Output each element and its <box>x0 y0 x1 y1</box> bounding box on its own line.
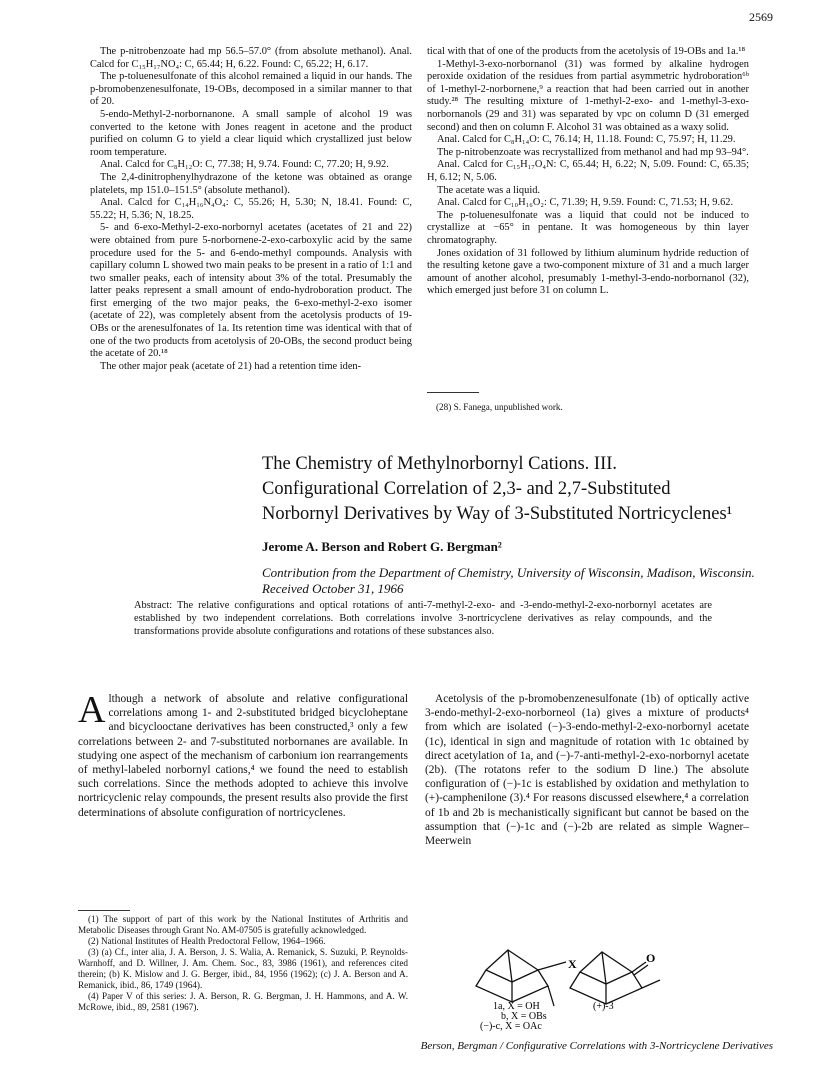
compound-label: 1a, X = OH <box>493 1001 540 1012</box>
right-column-top <box>427 46 749 298</box>
compound-label: (−)-c, X = OAc <box>480 1021 542 1032</box>
body-right-column <box>425 692 749 848</box>
running-footer: Berson, Bergman / Configurative Correlations with 3-Nortricyclene Derivatives <box>420 1040 773 1052</box>
paragraph: Anal. Calcd for C₈H₁₄O: C, 76.14; H, 11.18. Found: C, 75.97; H, 11.29. <box>437 134 736 146</box>
substituent-o: O <box>646 951 656 965</box>
abstract: Abstract: The relative configurations and optical rotations of anti-7-methyl-2-exo- and -3-endo-methyl-2-exo-norbornyl acetates are established by two independent correlations. Both correlations involve 3-nortricyclene derivatives as relay compounds, and the transformations provide absolute configurations and rotations of these substances also. <box>134 600 712 637</box>
authors: Jerome A. Berson and Robert G. Bergman² <box>262 539 502 554</box>
paragraph: The other major peak (acetate of 21) had a retention time iden- <box>100 360 362 372</box>
paragraph: The p-nitrobenzoate was recrystallized from methanol and had mp 93–94°. <box>437 146 749 158</box>
footnote-rule <box>427 392 479 393</box>
paragraph: The p-toluenesulfonate of this alcohol remained a liquid in our hands. The p-bromobenzenesulfonate, 19-OBs, decomposed in a similar manner to that of 20. <box>90 71 412 108</box>
drop-cap: A <box>78 689 106 731</box>
intro-text: lthough a network of absolute and relative configurational correlations among 1- and 2-substituted bridged bicycloheptane and bicyclooctane derivatives has been constructed,³ only a few correlations between 2- and 7-substituted norbornanes are available. In studying one aspect of the mechanism of carbonium ion rearrangements of methyl-labeled norbornyl cations,⁴ we found the need to establish such correlations. Since the methods adopted to achieve this involve nortricyclenic relay compounds, the present results also provide the first determinations of absolute configuration of nortricyclenes. <box>78 693 408 819</box>
paragraph: Anal. Calcd for C₁₅H₁₇O₄N: C, 65.44; H, 6.22; N, 5.09. Found: C, 65.35; H, 6.12; N, 5.06. <box>427 159 749 183</box>
paragraph: Acetolysis of the p-bromobenzenesulfonate (1b) of optically active 3-endo-methyl-2-exo-norborneol (1a) gives a mixture of products⁴ from which are isolated (−)-3-endo-methyl-2-exo-norbornyl acetate (1c), identical in sign and magnitude of rotation with 1c obtained by direct acetylation of 1a, and (−)-7-anti-methyl-2-exo-norbornyl acetate (2b). (The rotatons refer to the sodium D line.) The absolute configuration of (−)-1c is established by oxidation and methylation to (+)-camphenilone (3).⁴ For reasons discussed elsewhere,⁴ a correlation of 1b and 2b is mechanistically significant but cannot be based on the assumption that (−)-1c and (−)-2b are related as simple Wagner–Meerwein <box>425 693 749 848</box>
footnote: (1) The support of part of this work by the National Institutes of Arthritis and Metabolic Diseases through Grant No. AM-07505 is gratefully acknowledged. <box>78 914 408 935</box>
compound-label: (+)-3 <box>593 1001 614 1012</box>
norbornane-structure-1 <box>476 950 566 1006</box>
intro-column <box>78 689 408 820</box>
article-header <box>262 452 782 597</box>
camphenilone-structure <box>570 952 660 1004</box>
paragraph: The 2,4-dinitrophenylhydrazone of the ketone was obtained as orange platelets, mp 151.0–151.5° (absolute methanol). <box>90 171 412 196</box>
paragraph: Jones oxidation of 31 followed by lithium aluminum hydride reduction of the resulting ketone gave a two-component mixture of 31 and a much larger amount of another alcohol, presumably 1-methyl-3-endo-norbornanol (32), which emerged just before 31 on column L. <box>427 247 749 297</box>
paragraph: The p-nitrobenzoate had mp 56.5–57.0° (from absolute methanol). Anal. Calcd for C₁₅H₁₇NO₄: C, 65.44; H, 6.22. Found: C, 65.22; H, 6.17. <box>90 46 412 70</box>
paragraph: The p-toluenesulfonate was a liquid that could not be induced to crystallize at −65° in pentane. It was homogeneous by thin layer chromatography. <box>427 209 749 246</box>
paragraph: tical with that of one of the products from the acetolysis of 19-OBs and 1a.¹⁸ <box>427 46 746 57</box>
paragraph: 1-Methyl-3-exo-norbornanol (31) was formed by alkaline hydrogen peroxide oxidation of the residues from partial asymmetric hydroboration⁶ᵇ of 1-methyl-2-norbornene,⁹ a reaction that had been carried out in another study.²⁸ The resulting mixture of 1-methyl-2-exo- and 1-methyl-3-exo-norbornanols (29 and 31) was separated by vpc on column D (31 emerged second) and then on column F. Alcohol 31 was obtained as a waxy solid. <box>427 58 749 133</box>
paragraph: Anal. Calcd for C₈H₁₂O: C, 77.38; H, 9.74. Found: C, 77.20; H, 9.92. <box>100 159 389 171</box>
article-title-line: Norbornyl Derivatives by Way of 3-Substituted Nortricyclenes¹ <box>262 504 733 524</box>
paragraph: The acetate was a liquid. <box>437 184 540 196</box>
article-title-line: The Chemistry of Methylnorbornyl Cations. III. <box>262 454 618 474</box>
footnote: (3) (a) Cf., inter alia, J. A. Berson, J. S. Walia, A. Remanick, S. Suzuki, P. Reynolds-Warnhoff, and D. Willner, J. Am. Chem. Soc., 83, 3986 (1961), and references cited therein; (b) K. Mislow and J. G. Berger, ibid., 84, 1956 (1962); (c) J. A. Berson and A. Remanick, ibid., 86, 1749 (1964). <box>78 947 408 990</box>
footnote-rule <box>78 910 130 911</box>
paragraph: Anal. Calcd for C₁₀H₁₆O₂: C, 71.39; H, 9.59. Found: C, 71.53; H, 9.62. <box>437 197 734 209</box>
footnote-28: (28) S. Fanega, unpublished work. <box>436 402 563 412</box>
compound-label: b, X = OBs <box>501 1011 547 1022</box>
paragraph: 5- and 6-exo-Methyl-2-exo-norbornyl acetates (acetates of 21 and 22) were obtained from pure 5-norbornene-2-exo-carboxylic acid by the same procedure used for the 5- and 6-endo-methyl compounds. Analysis with capillary column L showed two main peaks to be present in a ratio of 1:1 and two smaller peaks, each of intensity about 3% of the total. Presumably the latter peaks represent a small amount of endo-hydroboration product. The first emerging of the two major peaks, the 6-exo-methyl-2-exo isomer (acetate of 22), was completely absent from the acetolysis products of 19-OBs or the arenesulfonates of 1a. Its retention time was identical with that of one of the two products from acetolysis of 20-OBs, the second product being the acetate of 20.¹⁸ <box>90 222 412 360</box>
footnote: (2) National Institutes of Health Predoctoral Fellow, 1964–1966. <box>88 936 326 946</box>
footnotes <box>78 914 408 1013</box>
affiliation: Contribution from the Department of Chemistry, University of Wisconsin, Madison, Wisconsin. Received October 31, 1966 <box>262 565 755 596</box>
substituent-x: X <box>568 957 577 971</box>
footnote: (4) Paper V of this series: J. A. Berson, R. G. Bergman, J. H. Hammons, and A. W. McRowe, ibid., 89, 2581 (1967). <box>78 991 408 1012</box>
page-number: 2569 <box>749 10 773 24</box>
left-column-top <box>90 46 412 373</box>
paragraph: Anal. Calcd for C₁₄H₁₆N₄O₄: C, 55.26; H, 5.30; N, 18.41. Found: C, 55.22; H, 5.36; N, 18.25. <box>90 197 412 221</box>
paragraph: 5-endo-Methyl-2-norbornanone. A small sample of alcohol 19 was converted to the ketone with Jones reagent in acetone and the product purified on column G to yield a clear liquid which crystallized just below room temperature. <box>90 108 412 158</box>
article-title-line: Configurational Correlation of 2,3- and 2,7-Substituted <box>262 479 671 499</box>
